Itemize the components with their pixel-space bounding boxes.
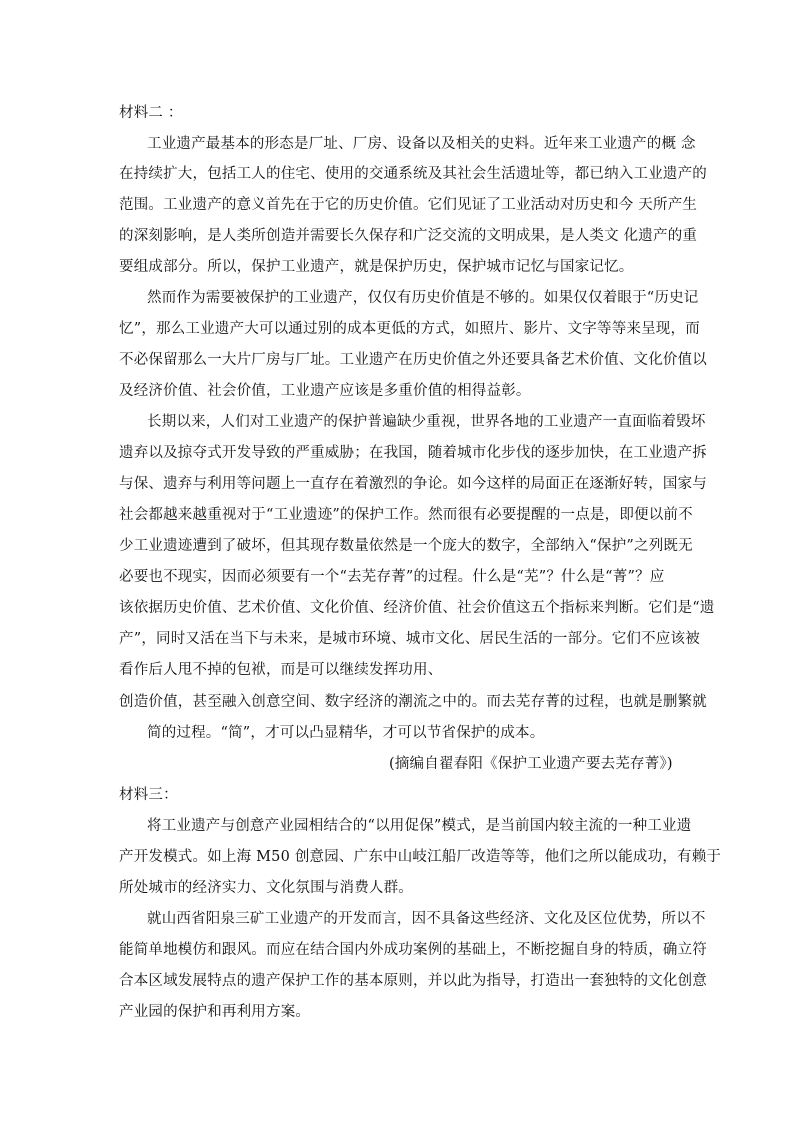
material2-p3-line4: 社会都越来越重视对于“工业遗迹”的保护工作。然而很有必要提醒的一点是，即便以前不 [119,507,693,523]
material2-heading: 材料二 ： [119,105,183,121]
material2-p3-line9: 看作后人甩不掉的包袱，而是可以继续发挥功用、 [119,662,443,678]
material3-p1-line2: 产开发模式。如上海 M50 创意园、广东中山岐江船厂改造等等，他们之所以能成功，有赖于 [119,849,722,865]
material2-p3-line3: 与保、遗弃与利用等问题上一直存在着激烈的争论。如今这样的局面正在逐渐好转，国家与 [119,476,707,492]
material3-p1-line1: 将工业遗产与创意产业园相结合的“以用促保”模式，是当前国内较主流的一种工业遗 [147,818,692,834]
material2-p3-line8: 产”，同时又活在当下与未来，是城市环境、城市文化、居民生活的一部分。它们不应该被 [119,631,700,647]
material2-p3-line5: 少工业遗迹遭到了破坏，但其现存数量依然是一个庞大的数字，全部纳入“保护”之列既无 [119,538,693,554]
material2-p3-line10: 创造价值，甚至融入创意空间、数字经济的潮流之中的。而去芜存菁的过程，也就是删繁就 [119,694,707,710]
material2-p1-line5: 要组成部分。所以，保护工业遗产，就是保护历史，保护城市记忆与国家记忆。 [119,259,634,275]
material2-p2-line3: 不必保留那么一大片厂房与厂址。工业遗产在历史价值之外还要具备艺术价值、文化价值以 [119,352,707,368]
material2-p1-line4: 的深刻影响，是人类所创造并需要长久保存和广泛交流的文明成果，是人类文 化遗产的重 [119,228,698,244]
material2-p3-line7: 该依据历史价值、艺术价值、文化价值、经济价值、社会价值这五个指标来判断。它们是“遗 [119,600,715,616]
material2-p1-line3: 范围。工业遗产的意义首先在于它的历史价值。它们见证了工业活动对历史和今 天所产生 [119,197,698,213]
material2-p2-line2: 忆”，那么工业遗产大可以通过别的成本更低的方式，如照片、影片、文字等等来呈现，而 [119,321,700,337]
material2-p3-line6: 必要也不现实，因而必须要有一个“去芜存菁”的过程。什么是“芜”？什么是“菁”？应 [119,569,665,585]
material3-p2-line2: 能简单地模仿和跟风。而应在结合国内外成功案例的基础上，不断挖掘自身的特质，确立符 [119,942,707,958]
material2-p3-line1: 长期以来，人们对工业遗产的保护普遍缺少重视，世界各地的工业遗产一直面临着毁坏 [147,414,706,430]
material3-p1-line3: 所处城市的经济实力、文化氛围与消费人群。 [119,880,413,896]
material2-p3-line11: 简的过程。“简”，才可以凸显精华，才可以节省保护的成本。 [147,725,545,741]
material3-heading: 材料三： [119,787,178,803]
material3-p2-line1: 就山西省阳泉三矿工业遗产的开发而言，因不具备这些经济、文化及区位优势，所以不 [147,911,706,927]
material2-p2-line1: 然而作为需要被保护的工业遗产，仅仅有历史价值是不够的。如果仅仅着眼于“历史记 [147,290,699,306]
material3-p2-line3: 合本区域发展特点的遗产保护工作的基本原则，并以此为指导，打造出一套独特的文化创意 [119,973,707,989]
material2-p2-line4: 及经济价值、社会价值，工业遗产应该是多重价值的相得益彰。 [119,383,531,399]
material3-p2-line4: 产业园的保护和再利用方案。 [119,1004,311,1020]
material2-p1-line1: 工业遗产最基本的形态是厂址、厂房、设备以及相关的史料。近年来工业遗产的概 念 [147,136,696,152]
material2-p3-line2: 遗弃以及掠夺式开发导致的严重威胁；在我国，随着城市化步伐的逐步加快，在工业遗产拆 [119,445,707,461]
material2-source: (摘编自翟春阳《保护工业遗产要去芜存菁》) [389,756,673,772]
material2-p1-line2: 在持续扩大，包括工人的住宅、使用的交通系统及其社会生活遗址等，都已纳入工业遗产的 [119,166,707,182]
